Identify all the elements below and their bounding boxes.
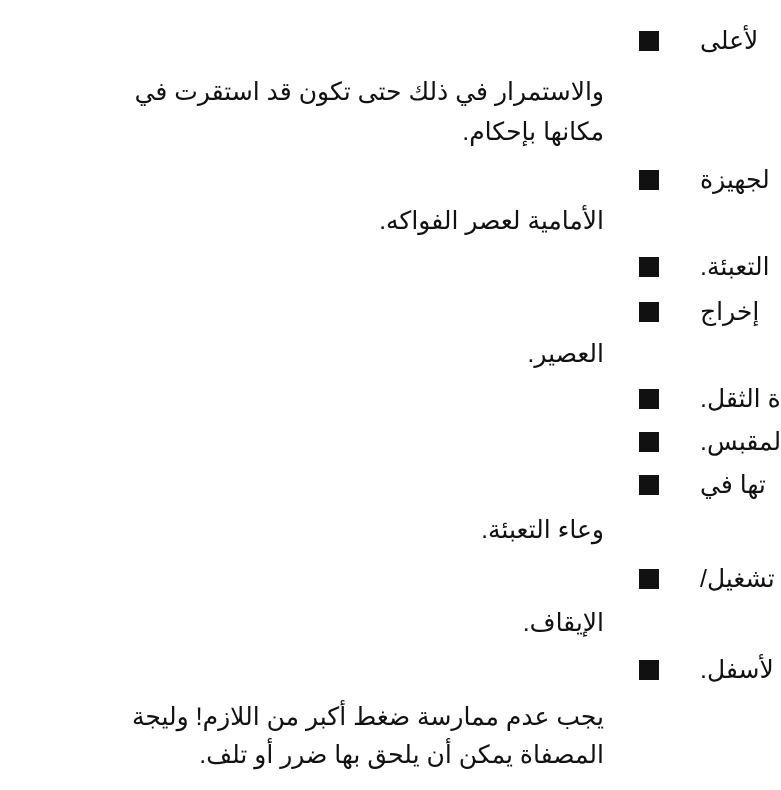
square-bullet-icon <box>639 660 659 680</box>
paragraph-line: العصير. <box>527 340 604 368</box>
paragraph-line: مكانها بإحكام. <box>462 118 604 146</box>
paragraph-line: الإيقاف. <box>522 609 604 637</box>
bullet-label: لمقبس. <box>700 428 781 456</box>
bullet-label: ة الثقل. <box>700 385 781 413</box>
paragraph-line: الأمامية لعصر الفواكه. <box>379 207 604 235</box>
square-bullet-icon <box>639 569 659 589</box>
square-bullet-icon <box>639 31 659 51</box>
bullet-label: لأعلى <box>700 27 759 55</box>
bullet-label: تها في <box>700 471 766 499</box>
paragraph-line: وعاء التعبئة. <box>481 516 604 544</box>
paragraph-line: والاستمرار في ذلك حتى تكون قد استقرت في <box>134 78 604 106</box>
square-bullet-icon <box>639 389 659 409</box>
square-bullet-icon <box>639 257 659 277</box>
bullet-label: التعبئة. <box>700 253 770 281</box>
bullet-label: لأسفل. <box>700 656 774 684</box>
bullet-label: إخراج <box>700 298 760 326</box>
bullet-label: لجهيزة <box>700 166 770 194</box>
square-bullet-icon <box>639 475 659 495</box>
note-line: يجب عدم ممارسة ضغط أكبر من اللازم! وليجة <box>131 703 604 731</box>
square-bullet-icon <box>639 302 659 322</box>
square-bullet-icon <box>639 432 659 452</box>
bullet-label: تشغيل/ <box>700 565 775 593</box>
note-line: المصفاة يمكن أن يلحق بها ضرر أو تلف. <box>199 741 604 769</box>
square-bullet-icon <box>639 170 659 190</box>
